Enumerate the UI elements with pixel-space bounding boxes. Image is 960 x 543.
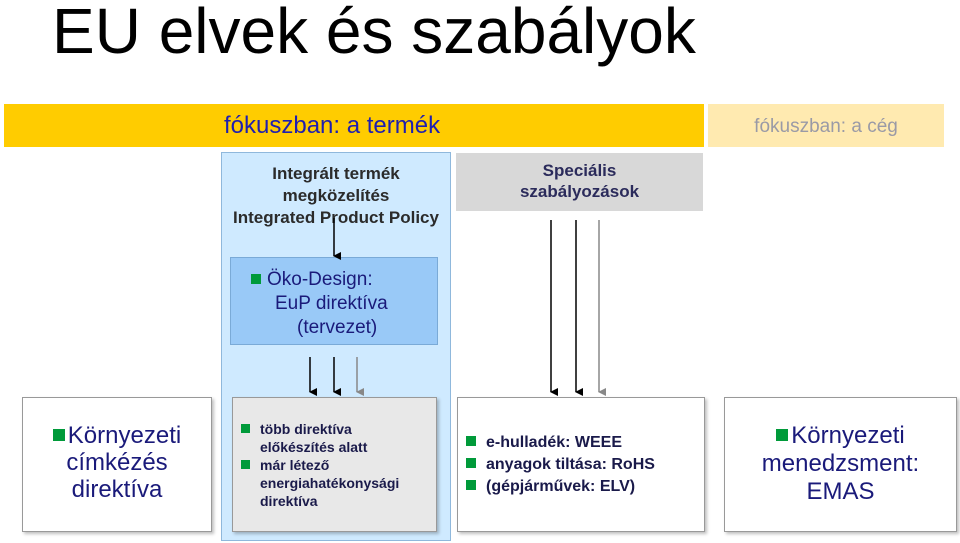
directives-box (232, 397, 437, 532)
eco-line-3: (tervezet) (297, 317, 378, 338)
management-line-1: Környezeti (791, 422, 905, 449)
management-line-2: menedzsment: (761, 450, 920, 477)
bullet-icon (776, 429, 788, 441)
ipp-line-3: Integrated Product Policy (233, 208, 439, 227)
eco-line-1: Öko-Design: (267, 269, 373, 290)
special-line-1: Speciális (542, 161, 617, 180)
directive-item-1-line-1: több direktíva (260, 421, 352, 437)
label-dir-line-2: címkézés (66, 449, 168, 476)
ipp-line-1: Integrált termék (272, 164, 400, 183)
directive-item-2-line-2: energiahatékonysági (260, 475, 400, 491)
special-item-3: (gépjárművek: ELV) (486, 478, 636, 495)
special-line-2: szabályozások (519, 182, 640, 201)
bullet-icon (241, 460, 250, 469)
directive-item-2-line-1: már létező (260, 457, 330, 473)
special-item-2: anyagok tiltása: RoHS (486, 456, 655, 473)
company-focus-label: fókuszban: a cég (754, 116, 898, 137)
bullet-icon (466, 480, 476, 490)
eco-line-2: EuP direktíva (275, 293, 388, 314)
label-directive-box (22, 397, 212, 532)
management-line-3: EMAS (806, 478, 875, 505)
directive-item-1-line-2: előkészítés alatt (260, 439, 368, 455)
environmental-management-box (724, 397, 957, 532)
special-regulations-box (457, 397, 705, 532)
label-dir-line-1: Környezeti (67, 422, 182, 449)
bullet-icon (466, 458, 476, 468)
bullet-icon (241, 424, 250, 433)
slide-title: EU elvek és szabályok (52, 0, 696, 67)
label-dir-line-3: direktíva (71, 476, 163, 503)
bullet-icon (466, 436, 476, 446)
special-item-1: e-hulladék: WEEE (486, 434, 623, 451)
bullet-icon (53, 429, 65, 441)
directive-item-2-line-3: direktíva (260, 493, 318, 509)
product-focus-label: fókuszban: a termék (224, 112, 441, 139)
ipp-line-2: megközelítés (282, 186, 390, 205)
